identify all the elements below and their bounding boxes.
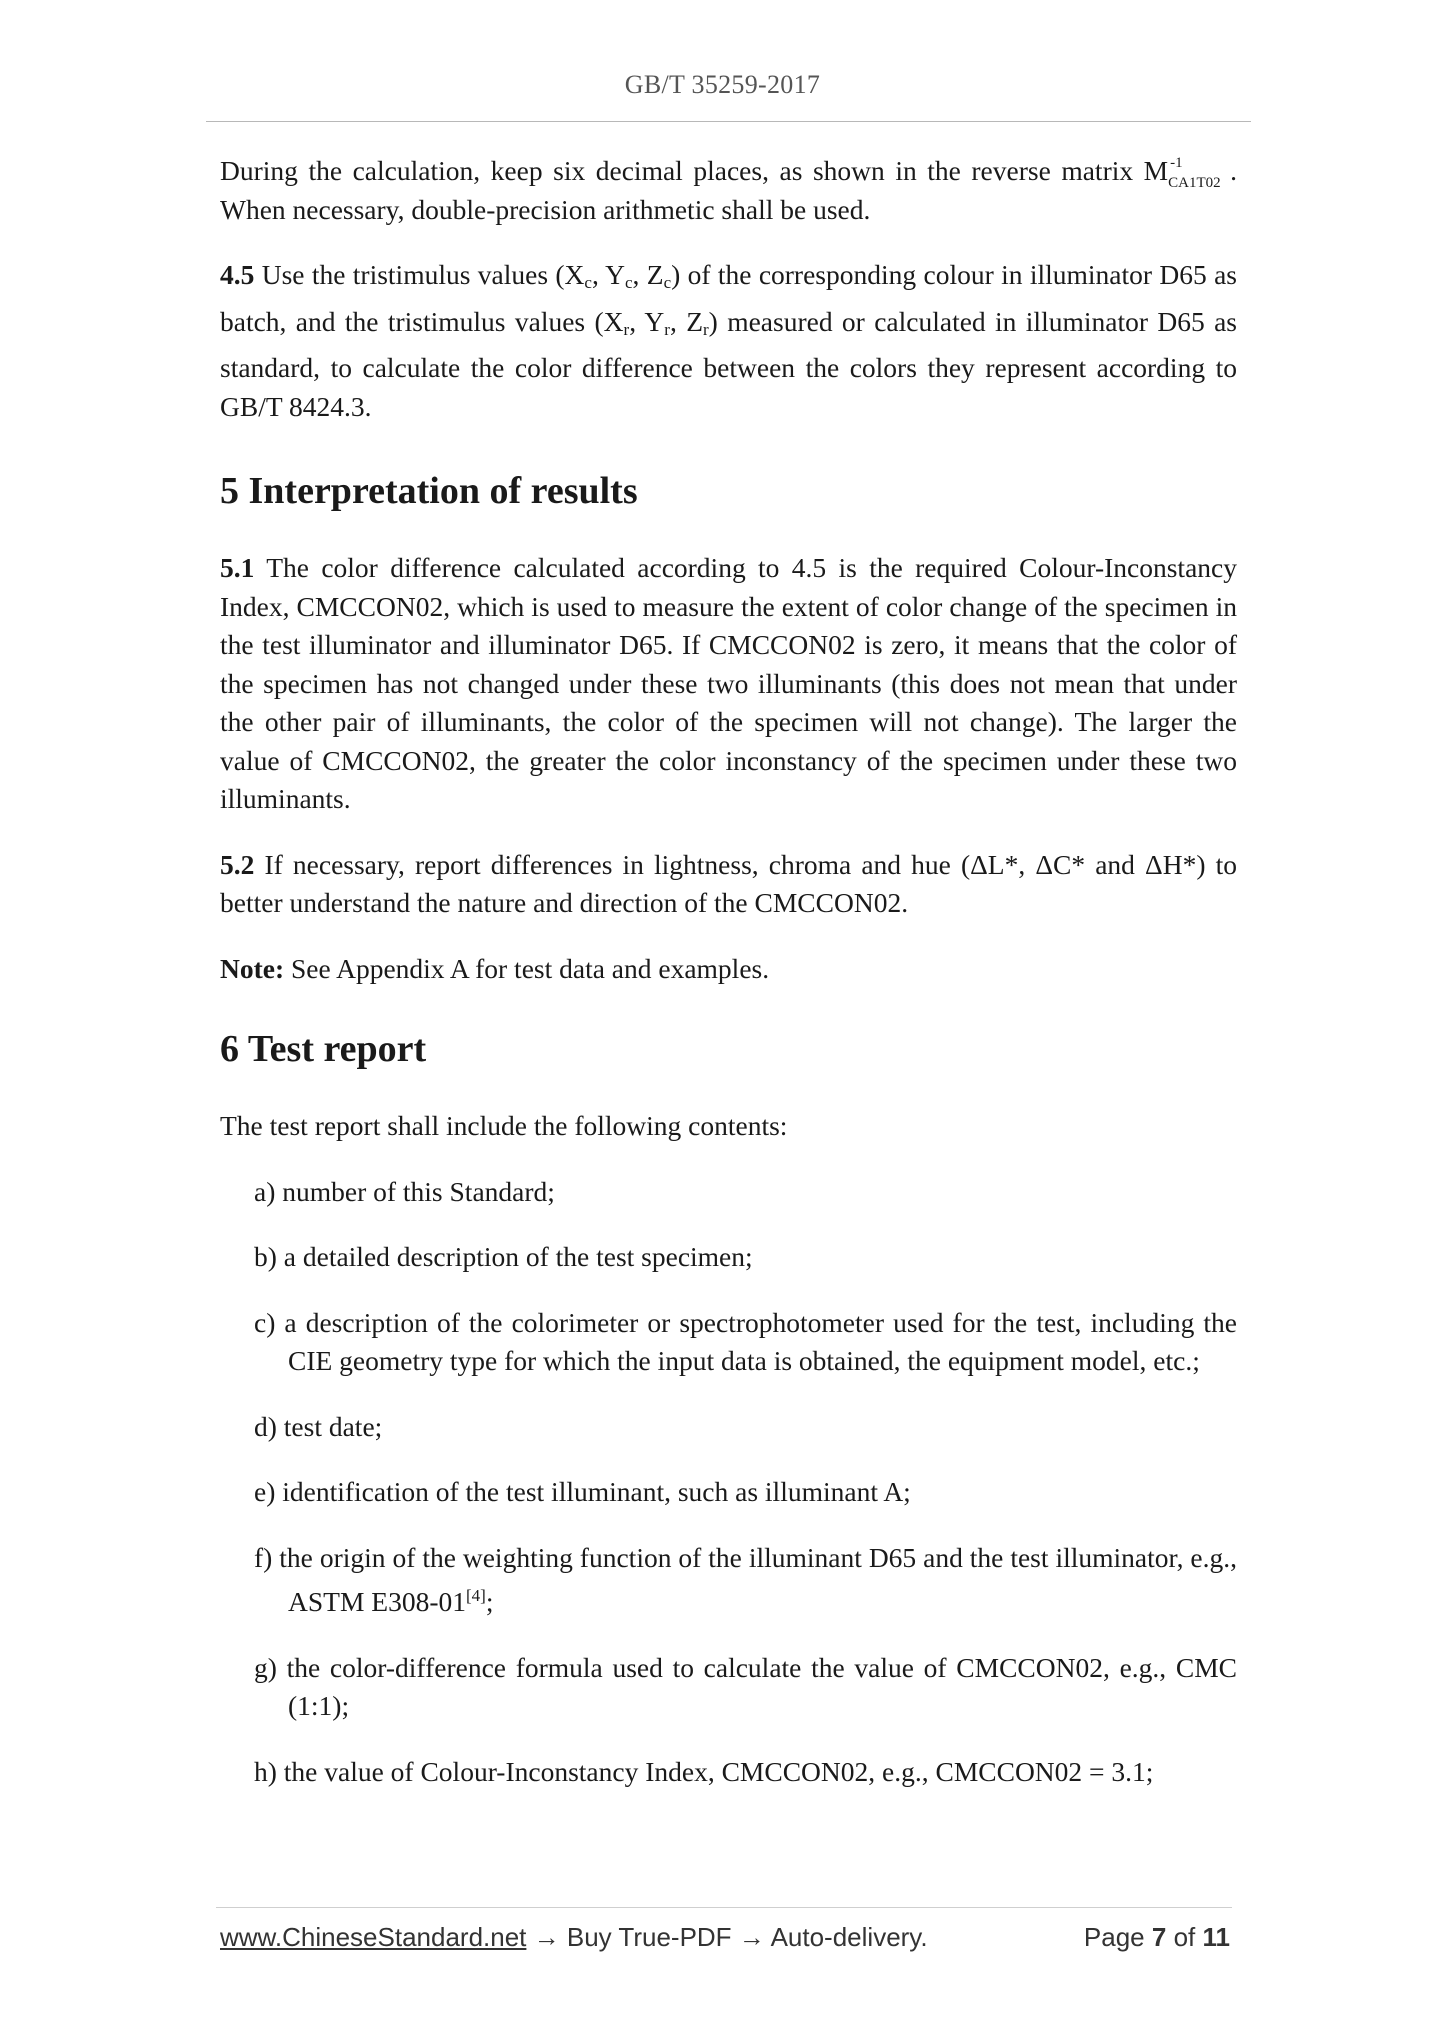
matrix-superscript: -1 — [1170, 155, 1183, 171]
note — [220, 950, 1237, 989]
clause-number: 4.5 — [220, 259, 255, 290]
page-footer — [220, 1922, 1232, 1953]
list-item-h: h) the value of Colour-Inconstancy Index, CMCCON02, e.g., CMCCON02 = 3.1; — [254, 1755, 1154, 1787]
page-of: of — [1173, 1922, 1196, 1952]
list-item-d: d) test date; — [254, 1410, 383, 1442]
citation-reference: [4] — [466, 1586, 486, 1605]
subscript: c — [663, 273, 672, 292]
clause-text: The color difference calculated according to 4.5 is the required Colour-Inconstancy Index, CMCCON02, which is used to measure the extent of color change of the specimen in the test illuminator and illuminator D65. If CMCCON02 is zero, it means that the color of the specimen has not changed under these two illuminants (this does not mean that under the other pair of illuminants, the color of the specimen will not change). The larger the value of CMCCON02, the greater the color inconstancy of the specimen under these two illuminants. — [220, 552, 1237, 814]
footer-tagline: → Buy True-PDF → Auto-delivery. — [526, 1922, 928, 1952]
clause-text: , Z — [632, 259, 664, 290]
clause-text: ) measured or calculated in illuminator D65 as standard, to calculate the color difference between the colors they represent according to GB/T 8424.3. — [220, 305, 1238, 422]
clause-text: , Y — [591, 259, 625, 290]
clause-number: 5.2 — [220, 848, 255, 880]
note-label: Note: — [220, 952, 285, 984]
test-report-intro: The test report shall include the following contents: — [220, 1110, 788, 1141]
subscript: r — [623, 319, 630, 339]
clause-5-2 — [220, 846, 1237, 923]
list-item-end: ; — [485, 1586, 494, 1617]
list-item-text: f) the origin of the weighting function of the illuminant D65 and the test illuminator, e.g., ASTM E308-01 — [254, 1541, 1237, 1617]
page-label: Page — [1083, 1922, 1145, 1952]
list-item-e: e) identification of the test illuminant, such as illuminant A; — [254, 1476, 911, 1507]
subscript: c — [625, 273, 633, 292]
intro-text-start: During the calculation, keep six decimal places, as shown in the reverse matrix M — [220, 155, 1169, 186]
list-item-f — [254, 1539, 1237, 1622]
clause-text: ) of the corresponding colour in illuminator D65 as batch, and the tristimulus values (X — [220, 259, 1237, 337]
clause-5-1 — [220, 549, 1237, 819]
footer-divider — [216, 1907, 1232, 1908]
clause-text: Use the tristimulus values (X — [254, 259, 585, 290]
intro-text-end: . When necessary, double-precision arithmetic shall be used. — [220, 155, 1237, 225]
clause-number: 5.1 — [220, 552, 255, 583]
document-body — [220, 152, 1237, 1791]
matrix-notation — [1168, 155, 1230, 191]
clause-text: , Z — [669, 305, 703, 337]
clause-text: , Y — [629, 305, 665, 337]
clause-4-5 — [220, 256, 1237, 426]
page-current: 7 — [1151, 1922, 1167, 1952]
list-item-c: c) a description of the colorimeter or spectrophotometer used for the test, including the CIE geometry type for which the input data is obtained, the equipment model, etc.; — [254, 1306, 1237, 1376]
header-divider — [206, 121, 1251, 122]
section-5-heading: 5 Interpretation of results — [220, 470, 638, 512]
page-total: 11 — [1202, 1922, 1230, 1952]
intro-paragraph — [220, 152, 1237, 229]
list-item-b: b) a detailed description of the test specimen; — [254, 1241, 753, 1272]
subscript: r — [703, 319, 709, 339]
page-indicator — [1084, 1922, 1230, 1953]
matrix-subscript: CA1T02 — [1168, 175, 1221, 191]
website-link[interactable]: www.ChineseStandard.net — [220, 1922, 527, 1952]
note-text: See Appendix A for test data and examples. — [284, 952, 770, 984]
subscript: c — [584, 273, 592, 292]
list-item-a: a) number of this Standard; — [254, 1175, 555, 1207]
list-item-g: g) the color-difference formula used to calculate the value of CMCCON02, e.g., CMC (1:1); — [254, 1651, 1237, 1721]
subscript: r — [664, 319, 670, 339]
clause-text: If necessary, report differences in lightness, chroma and hue (ΔL*, ΔC* and ΔH*) to better understand the nature and direction of the CMCCON02. — [220, 848, 1237, 918]
page-header-standard-number: GB/T 35259-2017 — [624, 70, 821, 99]
section-6-heading: 6 Test report — [220, 1028, 427, 1070]
